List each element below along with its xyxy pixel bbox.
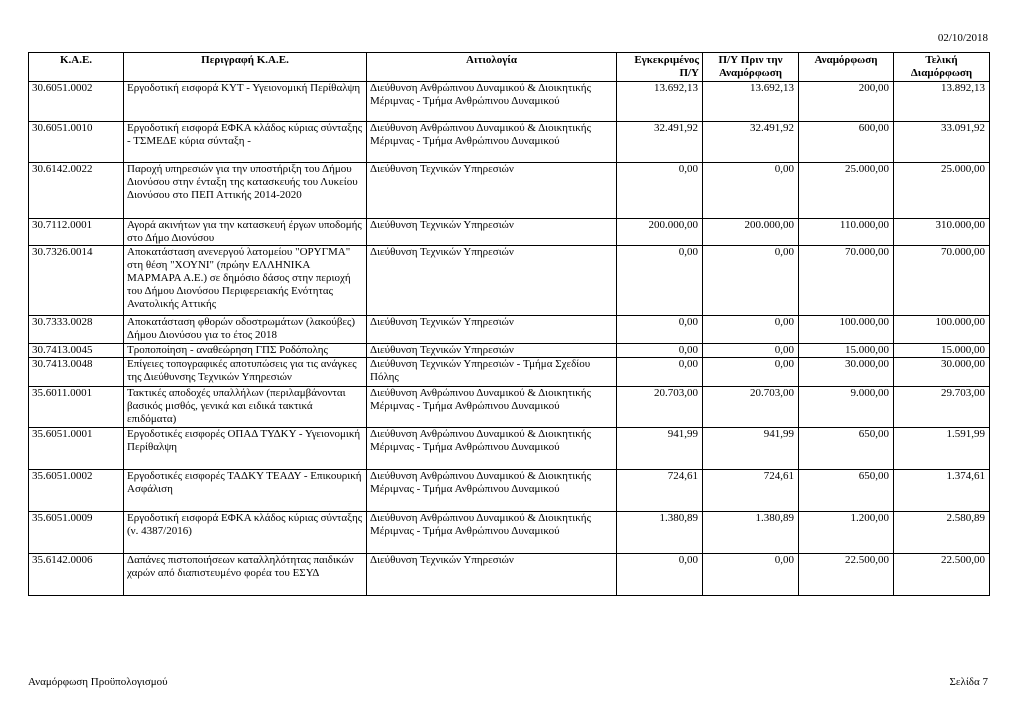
cell-before: 0,00 bbox=[703, 163, 799, 219]
cell-approved: 20.703,00 bbox=[617, 387, 703, 428]
cell-approved: 724,61 bbox=[617, 470, 703, 512]
cell-final: 33.091,92 bbox=[894, 122, 990, 163]
cell-approved: 1.380,89 bbox=[617, 512, 703, 554]
cell-final: 29.703,00 bbox=[894, 387, 990, 428]
cell-description: Παροχή υπηρεσιών για την υποστήριξη του Δήμου Διονύσου στην ένταξη της κατασκευής του Λυκείου Διονύσου στο ΠΕΠ Αττικής 2014-2020 bbox=[124, 163, 367, 219]
cell-approved: 0,00 bbox=[617, 316, 703, 344]
table-row bbox=[29, 344, 990, 358]
cell-approved: 0,00 bbox=[617, 358, 703, 387]
cell-approved: 0,00 bbox=[617, 163, 703, 219]
cell-change: 25.000,00 bbox=[799, 163, 894, 219]
budget-table bbox=[28, 52, 990, 596]
cell-description: Εργοδοτικές εισφορές ΟΠΑΔ ΤΥΔΚΥ - Υγειονομική Περίθαλψη bbox=[124, 428, 367, 470]
table-row bbox=[29, 219, 990, 246]
cell-reason: Διεύθυνση Τεχνικών Υπηρεσιών bbox=[367, 344, 617, 358]
cell-description: Δαπάνες πιστοποιήσεων καταλληλότητας παιδικών χαρών από διαπιστευμένο φορέα του ΕΣΥΔ bbox=[124, 554, 367, 596]
table-body bbox=[29, 82, 990, 596]
cell-kae: 30.7326.0014 bbox=[29, 246, 124, 316]
cell-before: 0,00 bbox=[703, 316, 799, 344]
cell-reason: Διεύθυνση Ανθρώπινου Δυναμικού & Διοικητικής Μέριμνας - Τμήμα Ανθρώπινου Δυναμικού bbox=[367, 428, 617, 470]
cell-change: 650,00 bbox=[799, 428, 894, 470]
table-row bbox=[29, 163, 990, 219]
cell-description: Τροποποίηση - αναθεώρηση ΓΠΣ Ροδόπολης bbox=[124, 344, 367, 358]
cell-change: 1.200,00 bbox=[799, 512, 894, 554]
cell-approved: 0,00 bbox=[617, 344, 703, 358]
cell-reason: Διεύθυνση Ανθρώπινου Δυναμικού & Διοικητικής Μέριμνας - Τμήμα Ανθρώπινου Δυναμικού bbox=[367, 387, 617, 428]
table-row bbox=[29, 122, 990, 163]
cell-approved: 32.491,92 bbox=[617, 122, 703, 163]
cell-change: 100.000,00 bbox=[799, 316, 894, 344]
cell-before: 1.380,89 bbox=[703, 512, 799, 554]
cell-final: 70.000,00 bbox=[894, 246, 990, 316]
cell-final: 30.000,00 bbox=[894, 358, 990, 387]
cell-final: 15.000,00 bbox=[894, 344, 990, 358]
cell-description: Εργοδοτικές εισφορές ΤΑΔΚΥ ΤΕΑΔΥ - Επικουρική Ασφάλιση bbox=[124, 470, 367, 512]
cell-change: 200,00 bbox=[799, 82, 894, 122]
table-header-row bbox=[29, 53, 990, 82]
column-header-approved: Εγκεκριμένος Π/Υ bbox=[617, 53, 703, 82]
cell-kae: 30.7413.0045 bbox=[29, 344, 124, 358]
cell-before: 0,00 bbox=[703, 246, 799, 316]
cell-kae: 35.6051.0009 bbox=[29, 512, 124, 554]
cell-approved: 13.692,13 bbox=[617, 82, 703, 122]
table-row bbox=[29, 316, 990, 344]
cell-kae: 30.6051.0010 bbox=[29, 122, 124, 163]
cell-description: Εργοδοτική εισφορά ΕΦΚΑ κλάδος κύριας σύνταξης - ΤΣΜΕΔΕ κύρια σύνταξη - bbox=[124, 122, 367, 163]
footer-title: Αναμόρφωση Προϋπολογισμού bbox=[28, 676, 168, 688]
cell-description: Επίγειες τοπογραφικές αποτυπώσεις για τις ανάγκες της Διεύθυνσης Τεχνικών Υπηρεσιών bbox=[124, 358, 367, 387]
cell-description: Εργοδοτική εισφορά ΚΥΤ - Υγειονομική Περίθαλψη bbox=[124, 82, 367, 122]
column-header-before: Π/Υ Πριν την Αναμόρφωση bbox=[703, 53, 799, 82]
cell-reason: Διεύθυνση Τεχνικών Υπηρεσιών - Τμήμα Σχεδίου Πόλης bbox=[367, 358, 617, 387]
cell-kae: 30.7333.0028 bbox=[29, 316, 124, 344]
table-row bbox=[29, 82, 990, 122]
cell-reason: Διεύθυνση Ανθρώπινου Δυναμικού & Διοικητικής Μέριμνας - Τμήμα Ανθρώπινου Δυναμικού bbox=[367, 512, 617, 554]
cell-before: 724,61 bbox=[703, 470, 799, 512]
cell-before: 0,00 bbox=[703, 554, 799, 596]
cell-reason: Διεύθυνση Τεχνικών Υπηρεσιών bbox=[367, 554, 617, 596]
cell-reason: Διεύθυνση Τεχνικών Υπηρεσιών bbox=[367, 219, 617, 246]
column-header-reason: Αιτιολογία bbox=[367, 53, 617, 82]
cell-reason: Διεύθυνση Ανθρώπινου Δυναμικού & Διοικητικής Μέριμνας - Τμήμα Ανθρώπινου Δυναμικού bbox=[367, 122, 617, 163]
cell-kae: 35.6142.0006 bbox=[29, 554, 124, 596]
cell-reason: Διεύθυνση Τεχνικών Υπηρεσιών bbox=[367, 246, 617, 316]
cell-description: Τακτικές αποδοχές υπαλλήλων (περιλαμβάνονται βασικός μισθός, γενικά και ειδικά τακτικά επιδόματα) bbox=[124, 387, 367, 428]
table-row bbox=[29, 246, 990, 316]
cell-final: 1.591,99 bbox=[894, 428, 990, 470]
cell-kae: 30.6051.0002 bbox=[29, 82, 124, 122]
cell-final: 13.892,13 bbox=[894, 82, 990, 122]
document-date: 02/10/2018 bbox=[937, 32, 988, 44]
cell-change: 22.500,00 bbox=[799, 554, 894, 596]
cell-approved: 0,00 bbox=[617, 554, 703, 596]
cell-before: 32.491,92 bbox=[703, 122, 799, 163]
cell-final: 22.500,00 bbox=[894, 554, 990, 596]
cell-change: 650,00 bbox=[799, 470, 894, 512]
table-row bbox=[29, 470, 990, 512]
cell-final: 1.374,61 bbox=[894, 470, 990, 512]
column-header-description: Περιγραφή Κ.Α.Ε. bbox=[124, 53, 367, 82]
cell-description: Αγορά ακινήτων για την κατασκευή έργων υποδομής στο Δήμο Διονύσου bbox=[124, 219, 367, 246]
table-row bbox=[29, 554, 990, 596]
cell-change: 30.000,00 bbox=[799, 358, 894, 387]
cell-final: 310.000,00 bbox=[894, 219, 990, 246]
cell-final: 100.000,00 bbox=[894, 316, 990, 344]
cell-change: 9.000,00 bbox=[799, 387, 894, 428]
table-row bbox=[29, 428, 990, 470]
cell-kae: 30.6142.0022 bbox=[29, 163, 124, 219]
cell-kae: 35.6051.0001 bbox=[29, 428, 124, 470]
cell-change: 600,00 bbox=[799, 122, 894, 163]
table-row bbox=[29, 358, 990, 387]
cell-approved: 941,99 bbox=[617, 428, 703, 470]
cell-reason: Διεύθυνση Ανθρώπινου Δυναμικού & Διοικητικής Μέριμνας - Τμήμα Ανθρώπινου Δυναμικού bbox=[367, 470, 617, 512]
cell-description: Εργοδοτική εισφορά ΕΦΚΑ κλάδος κύριας σύνταξης (ν. 4387/2016) bbox=[124, 512, 367, 554]
column-header-kae: Κ.Α.Ε. bbox=[29, 53, 124, 82]
cell-change: 110.000,00 bbox=[799, 219, 894, 246]
cell-approved: 200.000,00 bbox=[617, 219, 703, 246]
cell-kae: 35.6051.0002 bbox=[29, 470, 124, 512]
cell-kae: 30.7112.0001 bbox=[29, 219, 124, 246]
cell-reason: Διεύθυνση Τεχνικών Υπηρεσιών bbox=[367, 163, 617, 219]
cell-kae: 30.7413.0048 bbox=[29, 358, 124, 387]
cell-reason: Διεύθυνση Ανθρώπινου Δυναμικού & Διοικητικής Μέριμνας - Τμήμα Ανθρώπινου Δυναμικού bbox=[367, 82, 617, 122]
cell-change: 15.000,00 bbox=[799, 344, 894, 358]
cell-description: Αποκατάσταση φθορών οδοστρωμάτων (λακούβες) Δήμου Διονύσου για το έτος 2018 bbox=[124, 316, 367, 344]
column-header-final: Τελική Διαμόρφωση bbox=[894, 53, 990, 82]
table-row bbox=[29, 512, 990, 554]
cell-before: 20.703,00 bbox=[703, 387, 799, 428]
cell-before: 200.000,00 bbox=[703, 219, 799, 246]
cell-final: 2.580,89 bbox=[894, 512, 990, 554]
table-row bbox=[29, 387, 990, 428]
page-number: Σελίδα 7 bbox=[949, 676, 988, 688]
cell-kae: 35.6011.0001 bbox=[29, 387, 124, 428]
cell-reason: Διεύθυνση Τεχνικών Υπηρεσιών bbox=[367, 316, 617, 344]
cell-change: 70.000,00 bbox=[799, 246, 894, 316]
cell-final: 25.000,00 bbox=[894, 163, 990, 219]
column-header-change: Αναμόρφωση bbox=[799, 53, 894, 82]
cell-description: Αποκατάσταση ανενεργού λατομείου "ΟΡΥΓΜΑ" στη θέση "ΧΟΥΝΙ" (πρώην ΕΛΛΗΝΙΚΑ ΜΑΡΜΑΡΑ Α.Ε.) σε δημόσιο δάσος στην περιοχή του Δήμου Διονύσου Περιφερειακής Ενότητας Ανατολικής Αττικής bbox=[124, 246, 367, 316]
cell-before: 0,00 bbox=[703, 344, 799, 358]
cell-approved: 0,00 bbox=[617, 246, 703, 316]
cell-before: 941,99 bbox=[703, 428, 799, 470]
cell-before: 0,00 bbox=[703, 358, 799, 387]
cell-before: 13.692,13 bbox=[703, 82, 799, 122]
